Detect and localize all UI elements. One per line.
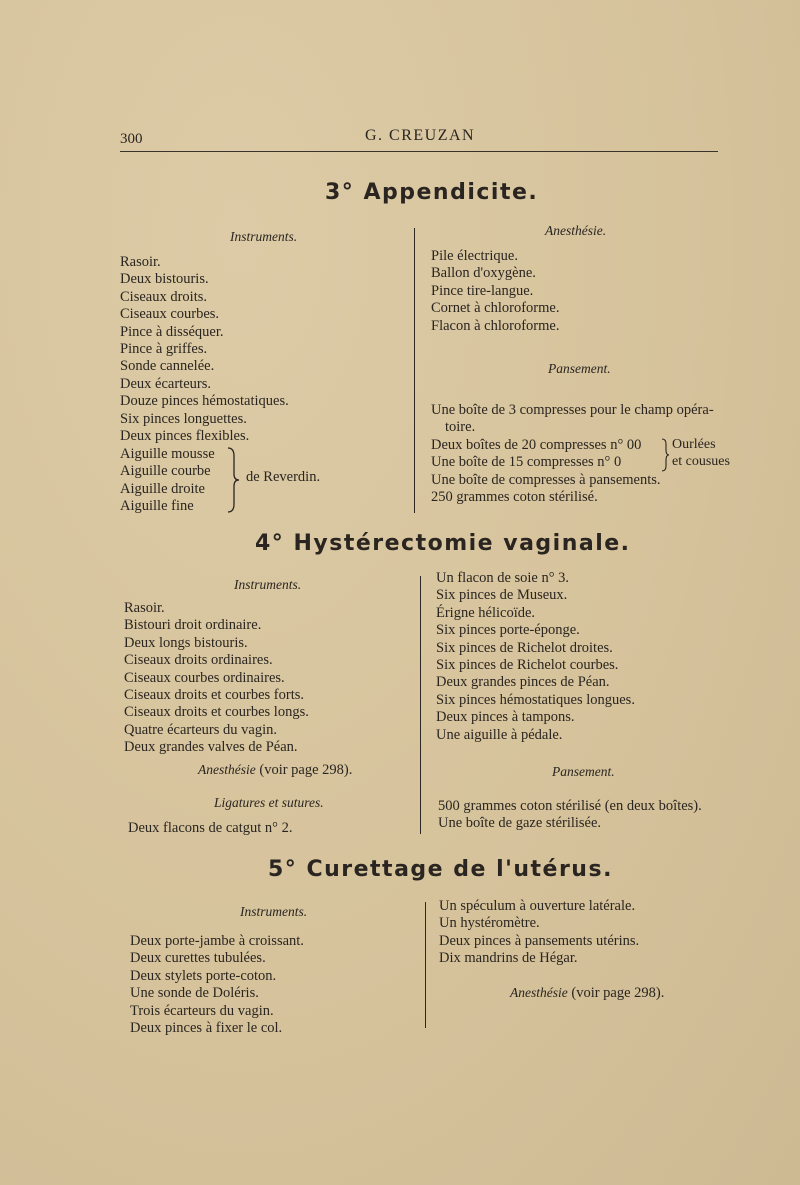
- list-item: 500 grammes coton stérilisé (en deux boîtes).: [438, 798, 702, 814]
- list-item: Sonde cannelée.: [120, 358, 215, 375]
- sec3-instruments-list: [120, 254, 289, 445]
- list-item: Deux pinces flexibles.: [120, 428, 250, 445]
- sec3-pansement-line: 250 grammes coton stérilisé.: [431, 489, 598, 506]
- sec4-pansement-label: Pansement.: [552, 764, 615, 779]
- sec3-pansement-label: Pansement.: [548, 361, 611, 376]
- sec4-instruments-label: Instruments.: [234, 577, 302, 592]
- list-item: Ciseaux courbes.: [120, 306, 220, 323]
- list-item: Deux écarteurs.: [120, 375, 211, 392]
- section-title-curettage: 5° Curettage de l'utérus.: [268, 857, 613, 882]
- sec5-instruments-list: [130, 933, 304, 1037]
- sec3-boxed-label-line: Ourlées: [672, 437, 716, 452]
- list-item: Six pinces de Museux.: [436, 587, 568, 604]
- list-item: Rasoir.: [120, 254, 161, 270]
- list-item: Deux porte-jambe à croissant.: [130, 933, 304, 949]
- list-item: Six pinces porte-éponge.: [436, 622, 580, 639]
- sec3-pansement-line: toire.: [445, 419, 476, 436]
- list-item: Douze pinces hémostatiques.: [120, 393, 289, 410]
- list-item: Une aiguille à pédale.: [436, 726, 563, 743]
- list-item: Un hystéromètre.: [439, 915, 540, 932]
- sec3-needles-group-label: de Reverdin.: [246, 469, 321, 485]
- list-item: Érigne hélicoïde.: [436, 604, 536, 621]
- list-item: Deux pinces à fixer le col.: [130, 1020, 283, 1037]
- sec3-pansement-boxed-line: Deux boîtes de 20 compresses n° 00: [431, 436, 642, 453]
- list-item: Pince tire-langue.: [431, 282, 534, 299]
- list-item: Deux grandes pinces de Péan.: [436, 674, 610, 691]
- sec3-pansement-line: Une boîte de 3 compresses pour le champ opéra-: [431, 402, 714, 418]
- list-item: Deux stylets porte-coton.: [130, 967, 277, 984]
- list-item: Aiguille droite: [120, 480, 205, 497]
- list-item: Ballon d'oxygène.: [431, 265, 536, 282]
- sec3-pansement-boxed-label: [672, 436, 730, 471]
- list-item: Ciseaux droits et courbes longs.: [124, 704, 309, 721]
- list-item: Ciseaux droits.: [120, 288, 207, 305]
- list-item: Deux pinces à tampons.: [436, 709, 575, 726]
- list-item: Aiguille courbe: [120, 463, 211, 480]
- sec5-right-list: [439, 898, 639, 968]
- running-header-author: G. CREUZAN: [365, 127, 476, 144]
- list-item: Trois écarteurs du vagin.: [130, 1002, 274, 1019]
- list-item: Ciseaux droits ordinaires.: [124, 652, 273, 669]
- list-item: Un spéculum à ouverture latérale.: [439, 898, 636, 914]
- sec4-ligatures-label: Ligatures et sutures.: [214, 795, 324, 810]
- list-item: Pile électrique.: [431, 248, 518, 264]
- list-item: Rasoir.: [124, 600, 165, 616]
- page-number: 300: [120, 131, 143, 147]
- sec4-anesthesie-label: Anesthésie: [198, 762, 256, 777]
- list-item: Pince à griffes.: [120, 341, 208, 358]
- sec3-pansement-line: Une boîte de compresses à pansements.: [431, 471, 661, 488]
- sec4-instruments-list: [124, 600, 309, 757]
- sec4-pansement-list: [438, 798, 702, 833]
- sec3-needles-list: [120, 446, 215, 516]
- list-item: Pince à disséquer.: [120, 323, 224, 340]
- sec5-anesthesie-note: [510, 985, 664, 1002]
- list-item: Un flacon de soie n° 3.: [436, 570, 570, 586]
- sec4-anesthesie-note: [198, 762, 352, 779]
- list-item: Six pinces de Richelot courbes.: [436, 657, 619, 674]
- list-item: Six pinces de Richelot droites.: [436, 639, 613, 656]
- list-item: Flacon à chloroforme.: [431, 317, 560, 334]
- sec4-ligatures-item: Deux flacons de catgut n° 2.: [128, 820, 293, 836]
- sec3-anesthesie-label: Anesthésie.: [545, 223, 607, 238]
- sec5-instruments-label: Instruments.: [240, 904, 308, 919]
- list-item: Une sonde de Doléris.: [130, 985, 259, 1002]
- list-item: Deux pinces à pansements utérins.: [439, 932, 640, 949]
- header-rule: [120, 151, 718, 152]
- sec3-boxed-label-line: et cousues: [672, 454, 730, 470]
- sec3-anesthesie-list: [431, 248, 559, 335]
- list-item: Une boîte de gaze stérilisée.: [438, 815, 602, 832]
- list-item: Six pinces hémostatiques longues.: [436, 691, 635, 708]
- list-item: Six pinces longuettes.: [120, 410, 247, 427]
- list-item: Ciseaux droits et courbes forts.: [124, 687, 305, 704]
- sec5-anesthesie-ref: (voir page 298).: [571, 985, 665, 1001]
- sec4-anesthesie-ref: (voir page 298).: [259, 762, 353, 778]
- sec3-pansement-boxed-line: Une boîte de 15 compresses n° 0: [431, 454, 622, 471]
- list-item: Quatre écarteurs du vagin.: [124, 721, 277, 738]
- list-item: Ciseaux courbes ordinaires.: [124, 669, 285, 686]
- list-item: Deux curettes tubulées.: [130, 950, 266, 967]
- list-item: Aiguille fine: [120, 498, 194, 515]
- list-item: Bistouri droit ordinaire.: [124, 617, 262, 634]
- list-item: Deux grandes valves de Péan.: [124, 739, 298, 756]
- column-divider: [425, 902, 426, 1028]
- sec4-right-list: [436, 570, 635, 744]
- list-item: Dix mandrins de Hégar.: [439, 950, 578, 967]
- section-title-appendicite: 3° Appendicite.: [325, 180, 539, 205]
- column-divider: [414, 228, 415, 513]
- list-item: Deux longs bistouris.: [124, 634, 248, 651]
- list-item: Aiguille mousse: [120, 446, 215, 462]
- brace-icon: [660, 438, 670, 472]
- brace-icon: [226, 446, 240, 514]
- list-item: Deux bistouris.: [120, 271, 209, 288]
- list-item: Cornet à chloroforme.: [431, 300, 560, 317]
- section-title-hysterectomie: 4° Hystérectomie vaginale.: [255, 531, 631, 556]
- sec3-instruments-label: Instruments.: [230, 229, 298, 244]
- column-divider: [420, 576, 421, 834]
- sec5-anesthesie-label: Anesthésie: [510, 985, 568, 1000]
